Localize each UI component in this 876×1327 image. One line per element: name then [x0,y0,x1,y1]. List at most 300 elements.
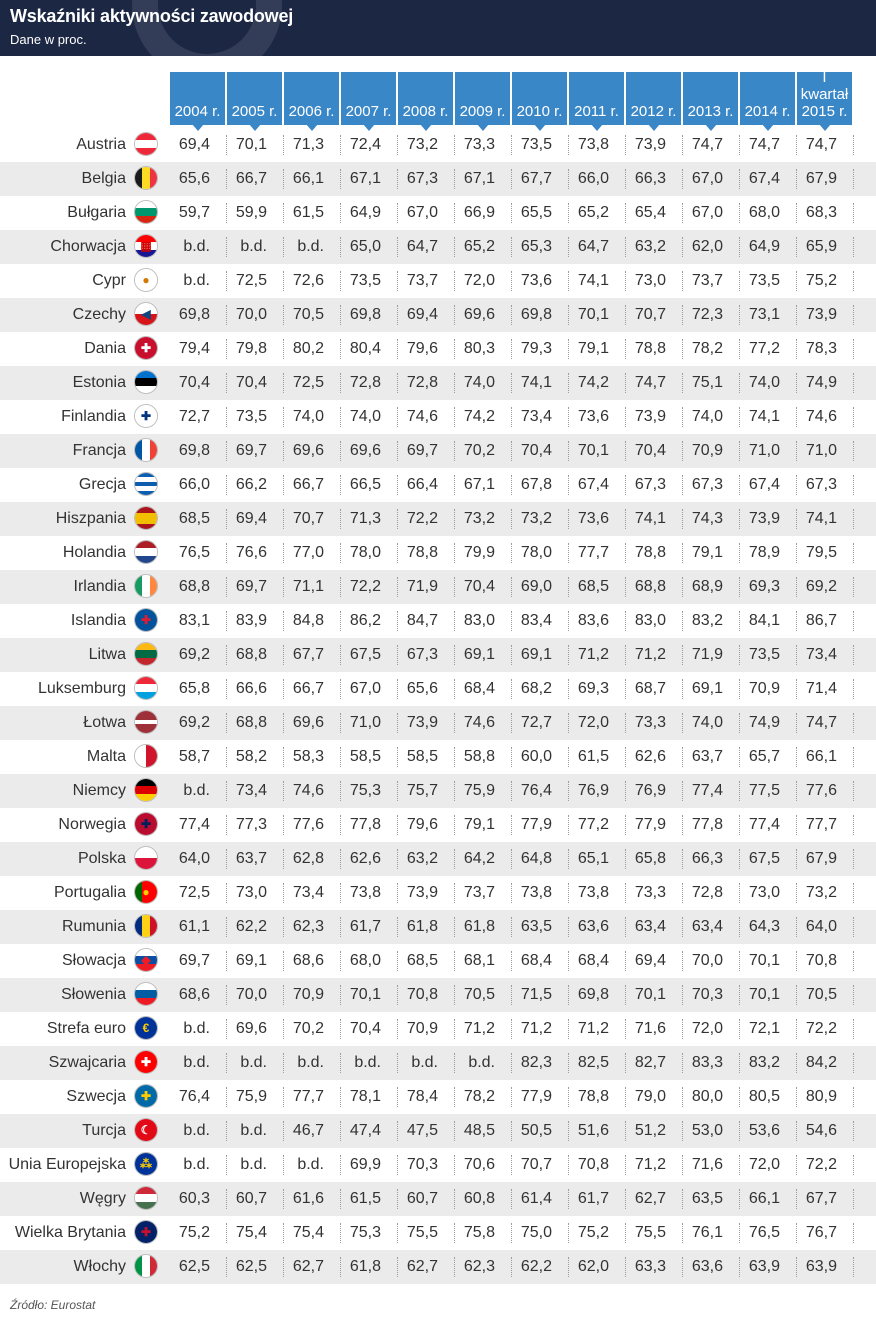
table-cell: 76,7 [805,1224,837,1241]
table-cell: 66,6 [235,680,267,697]
country-label: Holandia [62,544,126,561]
table-cell: 62,6 [349,850,381,867]
table-cell: 69,8 [178,306,210,323]
table-cell: 76,9 [634,782,666,799]
table-cell: 73,5 [235,408,267,425]
table-cell: 77,4 [748,816,780,833]
table-cell: 83,6 [577,612,609,629]
table-cell: 66,1 [292,170,324,187]
table-cell: 70,5 [292,306,324,323]
table-cell: 74,2 [463,408,495,425]
column-header-label: 2007 r. [345,103,392,120]
table-cell: 61,5 [349,1190,381,1207]
table-cell: 74,1 [748,408,780,425]
table-cell: 70,1 [634,986,666,1003]
table-cell: 69,7 [235,442,267,459]
table-cell: 73,1 [748,306,780,323]
table-cell: 68,8 [178,578,210,595]
table-cell: 69,9 [349,1156,381,1173]
table-cell: 76,9 [577,782,609,799]
table-cell: 69,7 [178,952,210,969]
table-cell: 78,1 [349,1088,381,1105]
denmark-flag-icon: ✚ [134,336,158,360]
table-cell: 77,3 [235,816,267,833]
table-cell: 73,9 [406,714,438,731]
country-label: Litwa [88,646,126,663]
table-cell: 68,5 [406,952,438,969]
table-cell: 65,7 [748,748,780,765]
table-cell: 71,0 [805,442,837,459]
table-cell: 72,0 [691,1020,723,1037]
table-cell: 63,5 [691,1190,723,1207]
table-cell: 62,5 [178,1258,210,1275]
table-row [0,978,876,1012]
table-cell: 74,0 [691,714,723,731]
slovakia-flag-icon: ◆ [134,948,158,972]
column-separator [853,1087,855,1107]
table-cell: b.d. [297,1156,324,1173]
table-cell: 84,1 [748,612,780,629]
table-cell: 73,5 [520,136,552,153]
table-cell: 86,7 [805,612,837,629]
column-header [740,72,795,125]
table-cell: 74,3 [691,510,723,527]
table-cell: 67,7 [805,1190,837,1207]
table-cell: 72,7 [178,408,210,425]
table-cell: 64,9 [349,204,381,221]
table-cell: 74,7 [634,374,666,391]
table-cell: 72,5 [235,272,267,289]
table-cell: 71,2 [634,646,666,663]
table-cell: 71,1 [292,578,324,595]
table-cell: 73,9 [748,510,780,527]
country-label: Niemcy [72,782,126,799]
table-cell: 68,6 [178,986,210,1003]
table-row [0,842,876,876]
country-label: Grecja [78,476,126,493]
table-cell: 71,2 [463,1020,495,1037]
column-separator [853,135,855,155]
column-separator [853,169,855,189]
table-cell: 65,5 [520,204,552,221]
table-cell: 79,8 [235,340,267,357]
table-cell: 74,1 [634,510,666,527]
table-cell: 74,1 [577,272,609,289]
portugal-flag-icon: ● [134,880,158,904]
table-cell: 78,2 [463,1088,495,1105]
table-cell: 65,6 [406,680,438,697]
table-cell: 77,9 [520,816,552,833]
table-cell: 78,8 [406,544,438,561]
table-cell: 47,5 [406,1122,438,1139]
table-cell: 74,6 [805,408,837,425]
table-cell: 71,0 [748,442,780,459]
table-cell: 62,0 [691,238,723,255]
table-cell: 66,3 [691,850,723,867]
table-cell: 59,7 [178,204,210,221]
czechia-flag-icon: ◀ [134,302,158,326]
country-label: Luksemburg [37,680,126,697]
table-cell: 74,7 [805,714,837,731]
table-cell: 72,2 [805,1156,837,1173]
column-separator [853,611,855,631]
table-cell: 67,3 [406,170,438,187]
column-separator [853,1053,855,1073]
column-header [797,69,852,125]
table-cell: 67,5 [748,850,780,867]
table-cell: 70,0 [235,306,267,323]
table-cell: 74,2 [577,374,609,391]
column-separator [853,679,855,699]
table-cell: 67,3 [691,476,723,493]
country-label: Bułgaria [67,204,126,221]
column-separator [853,543,855,563]
table-cell: 71,2 [577,646,609,663]
table-cell: 64,9 [748,238,780,255]
table-cell: 73,0 [235,884,267,901]
country-label: Irlandia [73,578,126,595]
table-cell: 70,4 [634,442,666,459]
table-cell: 77,5 [748,782,780,799]
table-cell: 67,5 [349,646,381,663]
country-label: Austria [76,136,126,153]
netherlands-flag-icon [134,540,158,564]
table-cell: 73,0 [634,272,666,289]
country-label: Szwajcaria [48,1054,126,1071]
table-cell: 71,6 [634,1020,666,1037]
column-header-label: I kwartał 2015 r. [800,69,849,120]
table-row [0,1250,876,1284]
table-cell: 70,1 [349,986,381,1003]
table-cell: 64,7 [577,238,609,255]
table-cell: 65,1 [577,850,609,867]
table-cell: 68,4 [463,680,495,697]
table-cell: 73,2 [463,510,495,527]
table-cell: 67,8 [520,476,552,493]
table-cell: 53,6 [748,1122,780,1139]
table-cell: 63,4 [691,918,723,935]
table-cell: b.d. [240,238,267,255]
table-cell: 66,7 [235,170,267,187]
table-cell: 67,4 [748,170,780,187]
table-cell: 63,7 [235,850,267,867]
table-cell: b.d. [297,238,324,255]
table-cell: 62,7 [292,1258,324,1275]
table-cell: 72,7 [520,714,552,731]
estonia-flag-icon [134,370,158,394]
table-cell: 70,6 [463,1156,495,1173]
table-cell: 70,9 [292,986,324,1003]
table-cell: 79,6 [406,340,438,357]
column-header [398,72,453,125]
table-cell: 75,9 [463,782,495,799]
country-label: Estonia [72,374,126,391]
table-cell: 67,0 [349,680,381,697]
table-cell: 75,3 [349,1224,381,1241]
table-cell: 63,3 [634,1258,666,1275]
finland-flag-icon: ✚ [134,404,158,428]
column-separator [853,849,855,869]
table-cell: 69,3 [748,578,780,595]
table-cell: 72,0 [577,714,609,731]
table-cell: 70,8 [577,1156,609,1173]
table-cell: 78,2 [691,340,723,357]
malta-flag-icon [134,744,158,768]
table-cell: 64,3 [748,918,780,935]
table-cell: 67,0 [691,204,723,221]
table-cell: 58,8 [463,748,495,765]
table-cell: 72,8 [349,374,381,391]
table-cell: b.d. [183,1054,210,1071]
table-cell: 79,3 [520,340,552,357]
table-cell: 61,7 [577,1190,609,1207]
table-cell: 69,1 [235,952,267,969]
table-row [0,1046,876,1080]
table-cell: 64,8 [520,850,552,867]
column-header [683,72,738,125]
table-cell: 80,2 [292,340,324,357]
table-cell: 74,7 [805,136,837,153]
table-row [0,434,876,468]
table-cell: 69,8 [178,442,210,459]
table-cell: 70,1 [577,442,609,459]
column-separator [853,747,855,767]
table-row [0,570,876,604]
column-separator [853,237,855,257]
table-cell: 70,8 [805,952,837,969]
country-label: Malta [86,748,126,765]
table-cell: 67,7 [292,646,324,663]
column-separator [853,407,855,427]
greece-flag-icon [134,472,158,496]
table-cell: 74,6 [463,714,495,731]
table-cell: 75,1 [691,374,723,391]
table-cell: 74,7 [691,136,723,153]
table-cell: 67,3 [805,476,837,493]
table-cell: 64,0 [178,850,210,867]
table-cell: 46,7 [292,1122,324,1139]
table-cell: 84,7 [406,612,438,629]
table-cell: 77,6 [292,816,324,833]
country-label: Czechy [72,306,126,323]
table-cell: b.d. [183,1156,210,1173]
column-separator [853,441,855,461]
table-cell: b.d. [468,1054,495,1071]
table-cell: 74,6 [292,782,324,799]
table-cell: 60,8 [463,1190,495,1207]
table-cell: 70,3 [406,1156,438,1173]
table-cell: 83,9 [235,612,267,629]
table-cell: 58,2 [235,748,267,765]
table-cell: 65,9 [805,238,837,255]
table-cell: 65,8 [178,680,210,697]
country-label: Słowenia [61,986,126,1003]
table-cell: 73,4 [805,646,837,663]
table-cell: b.d. [183,1020,210,1037]
table-cell: 70,5 [805,986,837,1003]
table-row [0,638,876,672]
table-cell: 75,2 [178,1224,210,1241]
column-separator [853,815,855,835]
table-cell: 82,5 [577,1054,609,1071]
table-cell: 74,9 [748,714,780,731]
table-row [0,774,876,808]
table-cell: b.d. [183,782,210,799]
table-cell: 73,2 [520,510,552,527]
table-cell: 74,0 [691,408,723,425]
table-cell: 48,5 [463,1122,495,1139]
table-cell: 73,3 [634,884,666,901]
table-row [0,1012,876,1046]
table-row [0,196,876,230]
table-cell: 70,4 [349,1020,381,1037]
column-header-label: 2014 r. [744,103,791,120]
column-header [512,72,567,125]
table-cell: 68,8 [235,646,267,663]
table-cell: 69,7 [235,578,267,595]
table-cell: 69,6 [349,442,381,459]
table-cell: 66,7 [292,680,324,697]
country-label: Hiszpania [55,510,126,527]
table-cell: 76,4 [520,782,552,799]
table-cell: 73,6 [577,408,609,425]
table-cell: 75,5 [406,1224,438,1241]
table-cell: 65,2 [577,204,609,221]
chart-subtitle: Dane w proc. [10,32,87,47]
table-cell: 80,0 [691,1088,723,1105]
table-cell: 67,3 [406,646,438,663]
table-cell: 72,2 [406,510,438,527]
table-cell: 73,0 [748,884,780,901]
table-cell: 73,2 [406,136,438,153]
table-cell: 68,9 [691,578,723,595]
table-cell: 78,3 [805,340,837,357]
table-cell: 62,2 [520,1258,552,1275]
table-cell: 71,3 [349,510,381,527]
table-cell: 58,3 [292,748,324,765]
table-cell: 72,2 [349,578,381,595]
table-cell: 83,2 [748,1054,780,1071]
table-cell: 65,6 [178,170,210,187]
table-cell: 78,0 [520,544,552,561]
table-cell: 68,0 [349,952,381,969]
table-row [0,876,876,910]
sweden-flag-icon: ✚ [134,1084,158,1108]
table-cell: 72,8 [691,884,723,901]
table-cell: 82,7 [634,1054,666,1071]
table-cell: 73,8 [577,136,609,153]
table-cell: 77,8 [691,816,723,833]
table-cell: 77,6 [805,782,837,799]
bulgaria-flag-icon [134,200,158,224]
table-cell: 67,1 [463,170,495,187]
table-cell: 68,6 [292,952,324,969]
table-cell: 51,6 [577,1122,609,1139]
column-separator [853,339,855,359]
country-label: Chorwacja [50,238,126,255]
table-cell: 68,0 [748,204,780,221]
table-cell: 61,7 [349,918,381,935]
table-cell: 63,4 [634,918,666,935]
table-cell: 66,3 [634,170,666,187]
table-cell: 70,1 [748,986,780,1003]
table-cell: 76,5 [748,1224,780,1241]
table-cell: 77,2 [577,816,609,833]
table-cell: 62,7 [634,1190,666,1207]
table-cell: 69,2 [178,646,210,663]
table-cell: 83,1 [178,612,210,629]
table-cell: 67,0 [691,170,723,187]
table-cell: 80,3 [463,340,495,357]
table-cell: 73,6 [577,510,609,527]
table-cell: 62,0 [577,1258,609,1275]
table-cell: 64,7 [406,238,438,255]
table-cell: 74,1 [520,374,552,391]
table-cell: 73,5 [349,272,381,289]
table-row [0,400,876,434]
table-cell: 69,6 [463,306,495,323]
table-row [0,1080,876,1114]
table-cell: 66,1 [805,748,837,765]
table-cell: 68,2 [520,680,552,697]
column-header [455,72,510,125]
table-cell: 67,9 [805,170,837,187]
table-cell: 77,9 [520,1088,552,1105]
table-cell: 66,7 [292,476,324,493]
country-label: Islandia [70,612,126,629]
table-cell: 63,6 [577,918,609,935]
column-separator [853,781,855,801]
table-cell: 62,5 [235,1258,267,1275]
table-cell: 71,9 [691,646,723,663]
table-cell: 78,0 [349,544,381,561]
table-cell: 69,4 [634,952,666,969]
country-label: Wielka Brytania [14,1224,126,1241]
table-cell: 69,8 [577,986,609,1003]
table-cell: 68,1 [463,952,495,969]
country-label: Cypr [92,272,126,289]
table-row [0,706,876,740]
table-cell: 74,7 [748,136,780,153]
column-separator [853,645,855,665]
table-cell: 63,6 [691,1258,723,1275]
table-cell: 72,0 [748,1156,780,1173]
table-cell: 66,1 [748,1190,780,1207]
column-header-label: 2013 r. [687,103,734,120]
table-cell: 84,2 [805,1054,837,1071]
table-cell: 69,4 [406,306,438,323]
column-separator [853,917,855,937]
table-cell: 69,2 [178,714,210,731]
table-cell: 66,0 [178,476,210,493]
table-cell: 59,9 [235,204,267,221]
table-cell: 72,6 [292,272,324,289]
table-cell: 69,4 [178,136,210,153]
table-cell: 73,3 [634,714,666,731]
chart-title: Wskaźniki aktywności zawodowej [10,6,294,26]
table-row [0,604,876,638]
table-cell: 79,1 [463,816,495,833]
table-cell: 71,0 [349,714,381,731]
uk-flag-icon: ✚ [134,1220,158,1244]
table-row [0,264,876,298]
country-label: Portugalia [53,884,126,901]
table-cell: 75,9 [235,1088,267,1105]
table-cell: 62,3 [292,918,324,935]
table-cell: 73,5 [748,646,780,663]
table-cell: 72,3 [691,306,723,323]
table-cell: 73,8 [577,884,609,901]
